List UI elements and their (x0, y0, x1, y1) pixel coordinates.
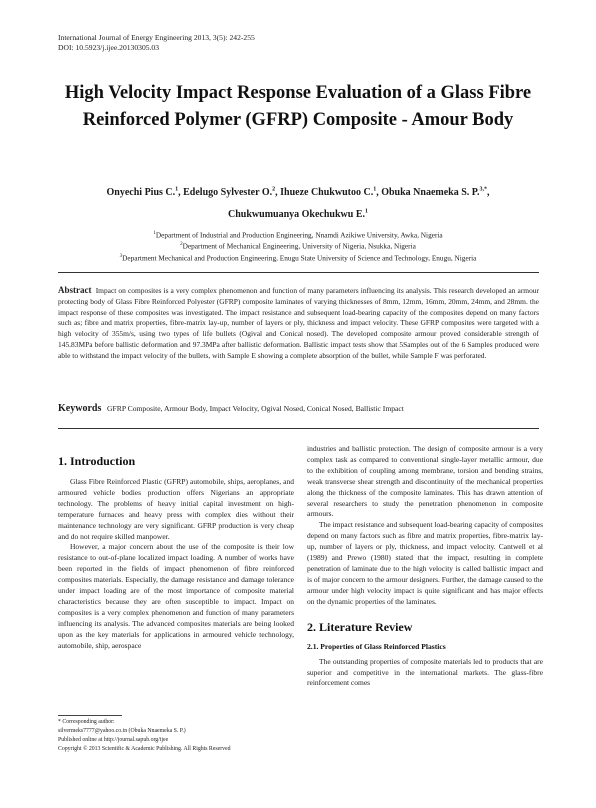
paragraph: However, a major concern about the use of the composite is their low resistance to out-of-plane localized impact loading. A number of works have been reported in the fields of impact phenomenon of fibre reinforced composites materials. Especially, the damage resistance and damage tolerance under impact loading are of the most importance of composite material characteristics because they are often susceptible to impact. Impact on composites is a very complex phenomenon and function of many parameters influencing its analysis. The advanced composites materials are being looked upon as the key materials for applications in armoured vehicle technology, automobile, ship, aerospace (58, 542, 294, 650)
paper-title: High Velocity Impact Response Evaluation of a Glass Fibre Reinforced Polymer (GFRP) Composite - Amour Body (64, 83, 532, 130)
footnote (58, 715, 294, 754)
paragraph: Glass Fibre Reinforced Plastic (GFRP) automobile, ships, aeroplanes, and armoured vehicle bodies production offers Nigerians an appropriate technology. The problems of heavy initial capital investment on high-temperature furnaces and heavy press with complex dies without their maintenance technology are very significant. GFRP production is very cheap and do not require skilled manpower. (58, 477, 294, 541)
author-name: Edelugo Sylvester O. (183, 187, 273, 199)
affiliation (58, 229, 538, 240)
journal-citation: International Journal of Energy Engineering 2013, 3(5): 242-255 (58, 33, 255, 42)
section-heading-literature-review: 2. Literature Review (307, 619, 413, 634)
author-affil-mark: 3,* (479, 187, 487, 193)
keywords (58, 403, 539, 415)
abstract-label: Abstract (58, 285, 92, 295)
footnote-rule (58, 715, 122, 716)
author-name: Onyechi Pius C. (106, 187, 176, 199)
author-line-1 (58, 181, 538, 202)
paragraph: The impact resistance and subsequent load-bearing capacity of composites depend on many factors such as fibre and matrix properties, fibre-matrix lay-up, number of layers or ply, thickness, and impact velocity. Cantwell et al (1989) and Prewo (1980) stated that the impact, resulting in complete penetration of laminate due to the high velocity is called ballistic impact and is of major concern to the armour designers. Further, the damage caused to the armour under high velocity impact is quite significant and has major effects on the dynamic properties of the laminates. (307, 520, 543, 606)
paragraph: The outstanding properties of composite materials led to products that are superior and competitive in the international markets. The glass-fibre reinforcement comes (307, 656, 543, 688)
doi: DOI: 10.5923/j.ijee.20130305.03 (58, 43, 160, 52)
abstract-text: Impact on composites is a very complex phenomenon and function of many parameters influencing its analysis. This research developed an armour protecting body of Glass Fibre Reinforced Polyester (GFRP) composite laminates of varying thicknesses of 8mm, 12mm, 16mm, 20mm, 24mm, and 28mm. the impact response of these composites was investigated. The impact resistance and subsequent load-bearing capacity of the composites depend on many factors such as; fibre and matrix properties, fibre-matrix lay-up, number of layers or ply, thickness and impact velocity. These GFRP composites were targeted with a high velocity of 355m/s, using two types of life bullets (Ogival and Conical nosed). The developed composite armour proved considerable strength of 145.83MPa before ballistic deformation and 97.3MPa after ballistic deformation. Ballistic impact tests show that 5Samples out of the 6 Samples produced were able to withstand the impact velocity of the bullets, with Sample E showing a complete absorption of the bullet, while Sample F was perforated. (58, 286, 539, 360)
left-column (58, 454, 294, 652)
author-name: Chukwumuanya Okechukwu E. (228, 208, 365, 220)
right-column (307, 444, 543, 689)
author-name: Ihueze Chukwutoo C. (280, 187, 374, 199)
author (107, 187, 184, 198)
affiliation-mark: 3 (119, 253, 123, 259)
author-name: Obuka Nnaemeka S. P. (381, 187, 480, 199)
author-affil-mark: 1 (365, 208, 368, 215)
author-separator: , (486, 187, 490, 199)
author (183, 187, 280, 198)
corresponding-email: silvermeks7777@yahoo.co.in (Obuka Nnaemeka S. P.) (58, 728, 186, 735)
affiliation-mark: 2 (180, 242, 183, 248)
author-list (58, 181, 538, 224)
author (280, 187, 381, 198)
affiliation (58, 240, 538, 251)
author (228, 209, 368, 220)
section-heading-introduction: 1. Introduction (58, 454, 136, 468)
affiliation (58, 252, 538, 263)
affiliation-text: Department of Mechanical Engineering, University of Nigeria, Nsukka, Nigeria (182, 241, 416, 251)
affiliation-text: Department of Industrial and Production Engineering, Nnamdi Azikiwe University, Awka, Nigeria (155, 230, 443, 240)
copyright: Copyright © 2013 Scientific & Academic Publishing. All Rights Reserved (58, 746, 231, 753)
subsection-heading: 2.1. Properties of Glass Reinforced Plastics (307, 641, 446, 651)
keywords-text: GFRP Composite, Armour Body, Impact Velocity, Ogival Nosed, Conical Nosed, Ballistic Impact (107, 404, 404, 413)
author-affil-mark: 1 (175, 187, 179, 193)
divider-top (58, 272, 539, 273)
author-separator: , (178, 187, 184, 199)
divider-bottom (58, 428, 539, 429)
affiliation-mark: 1 (153, 231, 156, 236)
corresponding-author-label: * Corresponding author: (58, 719, 115, 725)
affiliation-text: Department Mechanical and Production Engineering, Enugu State University of Science and Technology, Enugu, Nigeria (122, 253, 477, 263)
author-separator: , (275, 187, 281, 199)
affiliations (58, 229, 538, 263)
author (381, 187, 489, 198)
abstract (58, 285, 539, 361)
author-separator: , (376, 187, 382, 199)
author-affil-mark: 1 (373, 187, 377, 193)
journal-header (58, 33, 255, 53)
author-line-2 (58, 202, 538, 223)
keywords-label: Keywords (58, 403, 102, 414)
author-affil-mark: 2 (272, 187, 276, 193)
published-online: Published online at http://journal.sapub.org/ijee (58, 737, 169, 744)
paragraph: industries and ballistic protection. The design of composite armour is a very complex task as compared to conventional single-layer metallic armour, due to the exhibition of coupling among membrane, torsion and bending strains, weak transverse shear strength and discontinuity of the mechanical properties along the thickness of the composite laminates. This has drawn attention of several researchers to study the penetration phenomenon in composite armours. (307, 444, 543, 519)
